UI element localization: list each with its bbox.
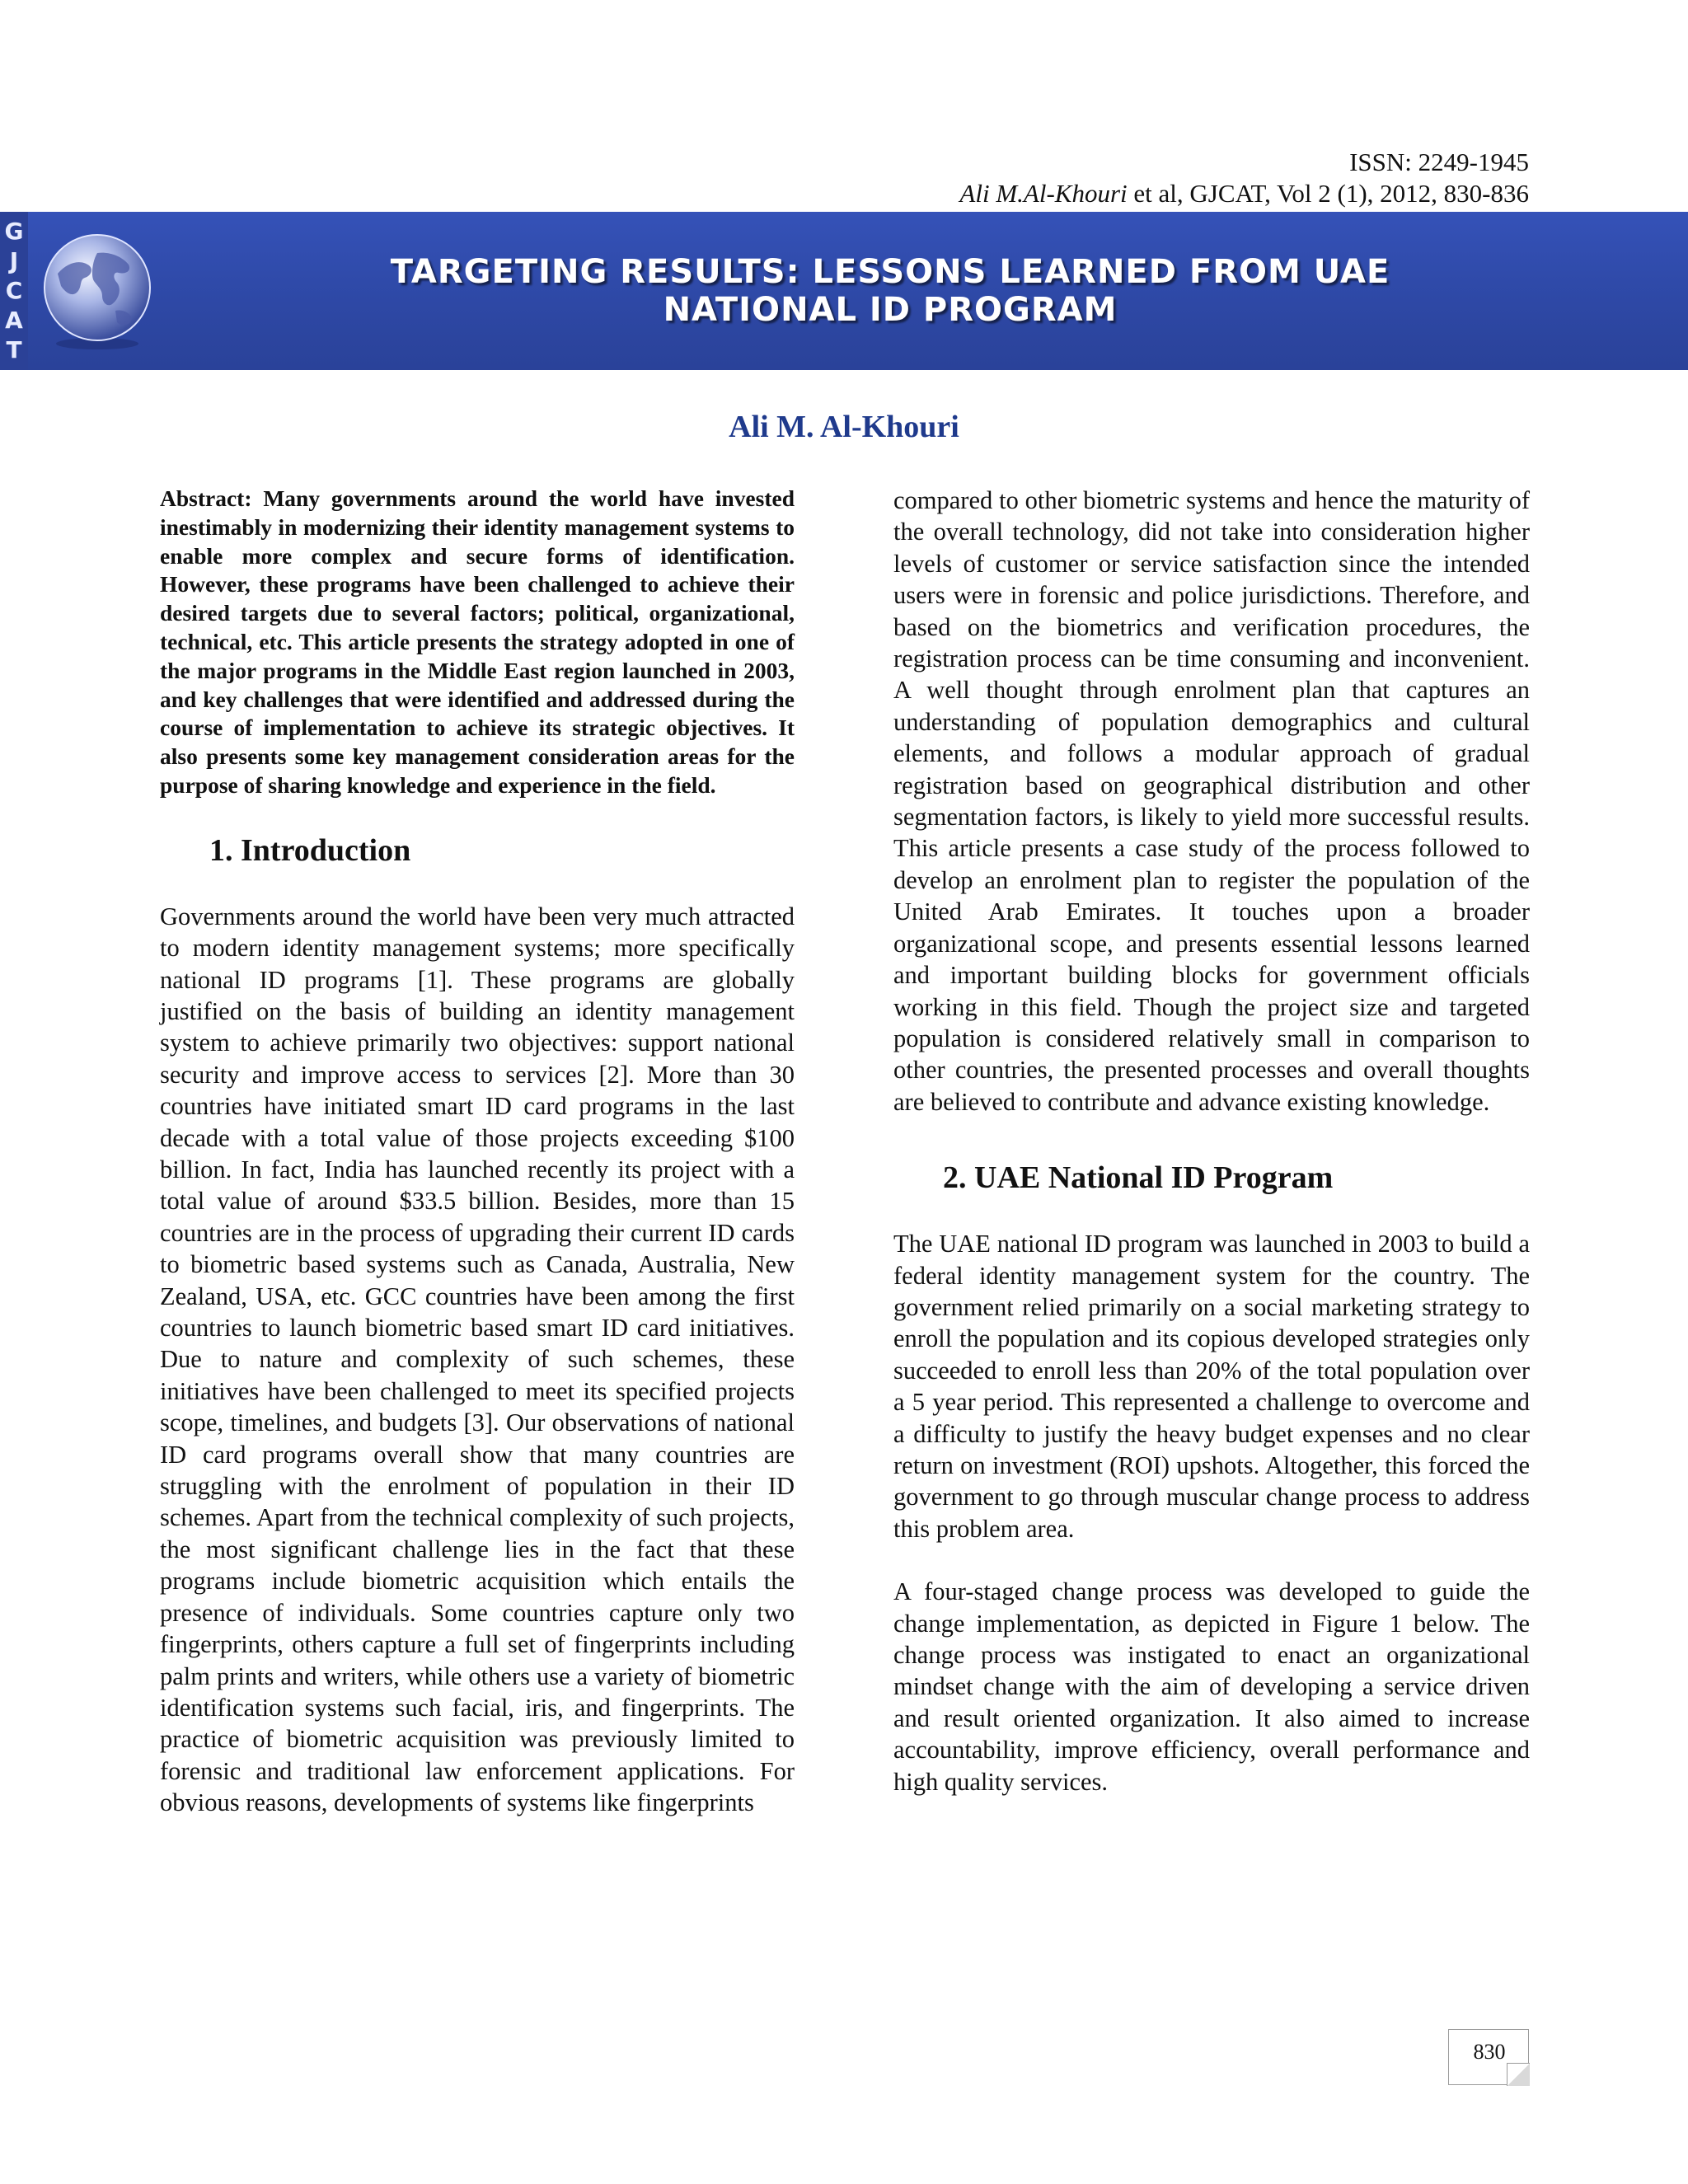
introduction-continuation: compared to other biometric systems and hence the maturity of the overall technology, did not take into consideration higher levels of customer or service satisfaction since the intended users were in forensic and police jurisdictions. Therefore, and based on the biometrics and verification procedures, the registration process can be time consuming and inconvenient. A well thought through enrolment plan that captures an understanding of population demographics and cultural elements, and follows a modular approach of gradual registration based on geographical distribution and other segmentation factors, is likely to yield more successful results. This article presents a case study of the process followed to develop an enrolment plan to register the population of the United Arab Emirates. It touches upon a broader organizational scope, and presents essential lessons learned and important building blocks for government officials working in this field. Though the project size and targeted population is considered relatively small in comparison to other countries, the presented processes and overall thoughts are believed to contribute and advance existing knowledge. xyxy=(893,486,1530,1116)
page-number-box xyxy=(1448,2029,1529,2085)
globe-icon xyxy=(40,228,155,352)
journal-banner xyxy=(0,212,1688,370)
acronym-letter: T xyxy=(6,336,22,363)
banner-title-line-2: NATIONAL ID PROGRAM xyxy=(663,291,1118,329)
section-heading-uae-program: 2. UAE National ID Program xyxy=(943,1160,1334,1196)
acronym-letter: C xyxy=(5,277,23,304)
introduction-paragraph: Governments around the world have been very much attracted to modern identity management systems; more specifically national ID programs [1]. These programs are globally justified on the basis of building an identity management system to achieve primarily two objectives: support national security and improve access to services [2]. More than 30 countries have initiated smart ID card programs in the last decade with a total value of those projects exceeding $100 billion. In fact, India has launched recently its project with a total value of around $33.5 billion. Besides, more than 15 countries are in the process of upgrading their current ID cards to biometric based systems such as Canada, Australia, New Zealand, USA, etc. GCC countries have been among the first countries to launch biometric based smart ID card initiatives. Due to nature and complexity of such schemes, these initiatives have been challenged to meet its specified projects scope, timelines, and budgets [3]. Our observations of national ID card programs overall show that many countries are struggling with the enrolment of population in their ID schemes. Apart from the technical complexity of such projects, the most significant challenge lies in the fact that these programs include biometric acquisition which entails the presence of individuals. Some countries capture only two fingerprints, others capture a full set of fingerprints including palm prints and writers, while others use a variety of biometric identification systems such facial, iris, and fingerprints. The practice of biometric acquisition was previously limited to forensic and traditional law enforcement applications. For obvious reasons, developments of systems like fingerprints xyxy=(160,902,795,1817)
acronym-letter: G xyxy=(4,218,24,245)
page-fold-icon xyxy=(1507,2063,1530,2086)
right-column xyxy=(893,485,1530,1797)
section-heading-introduction: 1. Introduction xyxy=(209,832,411,868)
citation-line xyxy=(959,178,1529,209)
citation-author: Ali M.Al-Khouri xyxy=(959,179,1128,208)
banner-title xyxy=(313,253,1467,329)
acronym-letter: A xyxy=(5,307,23,334)
acronym-letter: J xyxy=(9,247,19,274)
citation-details: et al, GJCAT, Vol 2 (1), 2012, 830-836 xyxy=(1127,179,1529,208)
journal-header xyxy=(959,147,1529,209)
uae-program-paragraph-2: A four-staged change process was developed to guide the change implementation, as depicted in Figure 1 below. The change process was instigated to enact an organizational mindset change with the aim of developing a service driven and result oriented organization. It also aimed to increase accountability, improve efficiency, overall performance and high quality services. xyxy=(893,1577,1530,1796)
banner-title-line-1: TARGETING RESULTS: LESSONS LEARNED FROM UAE xyxy=(390,253,1390,291)
left-column xyxy=(160,485,795,1819)
author-name: Ali M. Al-Khouri xyxy=(729,410,959,444)
issn-line: ISSN: 2249-1945 xyxy=(1349,148,1529,176)
journal-acronym-strip xyxy=(0,212,28,370)
abstract: Abstract: Many governments around the world have invested inestimably in modernizing their identity management systems to enable more complex and secure forms of identification. However, these programs have been challenged to achieve their desired targets due to several factors; political, organizational, technical, etc. This article presents the strategy adopted in one of the major programs in the Middle East region launched in 2003, and key challenges that were identified and addressed during the course of implementation to achieve its strategic objectives. It also presents some key management consideration areas for the purpose of sharing knowledge and experience in the field. xyxy=(160,485,795,798)
uae-program-paragraph-1: The UAE national ID program was launched in 2003 to build a federal identity management system for the country. The government relied primarily on a social marketing strategy to enroll the population and its copious developed strategies only succeeded to enroll less than 20% of the total population over a 5 year period. This represented a challenge to overcome and a difficulty to justify the heavy budget expenses and no clear return on investment (ROI) upshots. Altogether, this forced the government to go through muscular change process to address this problem area. xyxy=(893,1230,1530,1543)
page-number: 830 xyxy=(1473,2040,1506,2064)
